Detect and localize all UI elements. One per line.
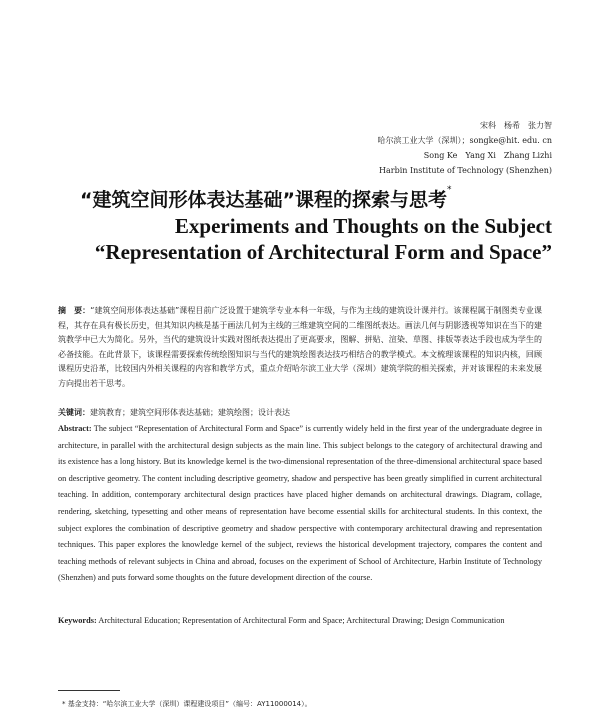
title-chinese-text: “建筑空间形体表达基础”课程的探索与思考 [80,189,447,211]
keywords-english-text: Architectural Education; Representation of Architectural Form and Space; Architectural Drawing; Design Communication [98,616,505,625]
keywords-english [58,613,542,629]
abstract-english [58,421,542,587]
title-english-line2: “Representation of Architectural Form and Space” [94,240,552,264]
author-affiliation-cn: 哈尔滨工业大学（深圳）；songke@hit. edu. cn [377,136,552,145]
footnote-text: 基金支持：“哈尔滨工业大学（深圳）课程建设项目”（编号：AY11000014）。 [67,700,312,708]
keywords-chinese-text: 建筑教育；建筑空间形体表达基础；建筑绘图；设计表达 [90,408,290,417]
abstract-chinese [58,304,542,392]
author-affiliation-en: Harbin Institute of Technology (Shenzhen) [379,166,552,175]
title-english-line1: Experiments and Thoughts on the Subject [174,214,552,238]
author-names-cn: 宋科 杨希 张力智 [480,121,552,130]
abstract-english-label: Abstract: [58,424,92,433]
title-chinese [80,185,560,212]
abstract-chinese-text: “建筑空间形体表达基础”课程目前广泛设置于建筑学专业本科一年级，与作为主线的建筑设计课并行。该课程属于制图类专业课程，其存在具有极长历史，但其知识内核是基于画法几何为主线的三维建筑空间的二维图纸表达。画法几何与阴影透视等知识在当下的建筑教学中已大为简化。另外，当代的建筑设计实践对图纸表达提出了更高要求，图解、拼贴、渲染、草图、排版等表达手段也成为学生的必备技能。在此背景下，该课程需要探索传统绘图知识与当代的建筑绘图表达技巧相结合的教学模式。本文梳理该课程的知识内核，回顾课程历史沿革，比较国内外相关课程的内容和教学方式，重点介绍哈尔滨工业大学（深圳）建筑学院的相关探索，并对该课程的未来发展方向提出若干思考。 [58,306,542,388]
keywords-english-label: Keywords: [58,616,97,625]
abstract-chinese-label: 摘 要： [58,306,91,315]
keywords-chinese [58,406,542,420]
footnote [62,699,542,709]
keywords-chinese-label: 关键词： [58,408,90,417]
title-footnote-mark: * [446,185,452,195]
abstract-english-text: The subject “Representation of Architectural Form and Space” is currently widely held in the first year of the undergraduate degree in architecture, in parallel with the architectural design subjects as the main line. This subject belongs to the category of architectural drawing and its existence has a long history. But its knowledge kernel is the two-dimensional representation of the three-dimensional architectural space based on descriptive geometry. The content including descriptive geometry, shadow and perspective has been greatly simplified in current architectural teaching. In addition, contemporary architectural design practices have placed higher demands on architectural drawings. Diagram, collage, rendering, sketching, typesetting and other means of representation have become essential skills for architectural students. In this context, the subject explores the combination of descriptive geometry and shadow perspective with contemporary architectural drawing and representation techniques. This paper explores the knowledge kernel of the subject, reviews the historical development trajectory, compares the content and teaching methods of relevant subjects in China and abroad, focuses on the experiment of School of Architecture, Harbin Institute of Technology (Shenzhen) and puts forward some thoughts on the future development direction of the course. [58,424,542,583]
author-names-en: Song Ke Yang Xi Zhang Lizhi [423,151,552,160]
footnote-divider [58,690,120,691]
footnote-mark: * [62,700,66,708]
author-block [252,118,552,178]
